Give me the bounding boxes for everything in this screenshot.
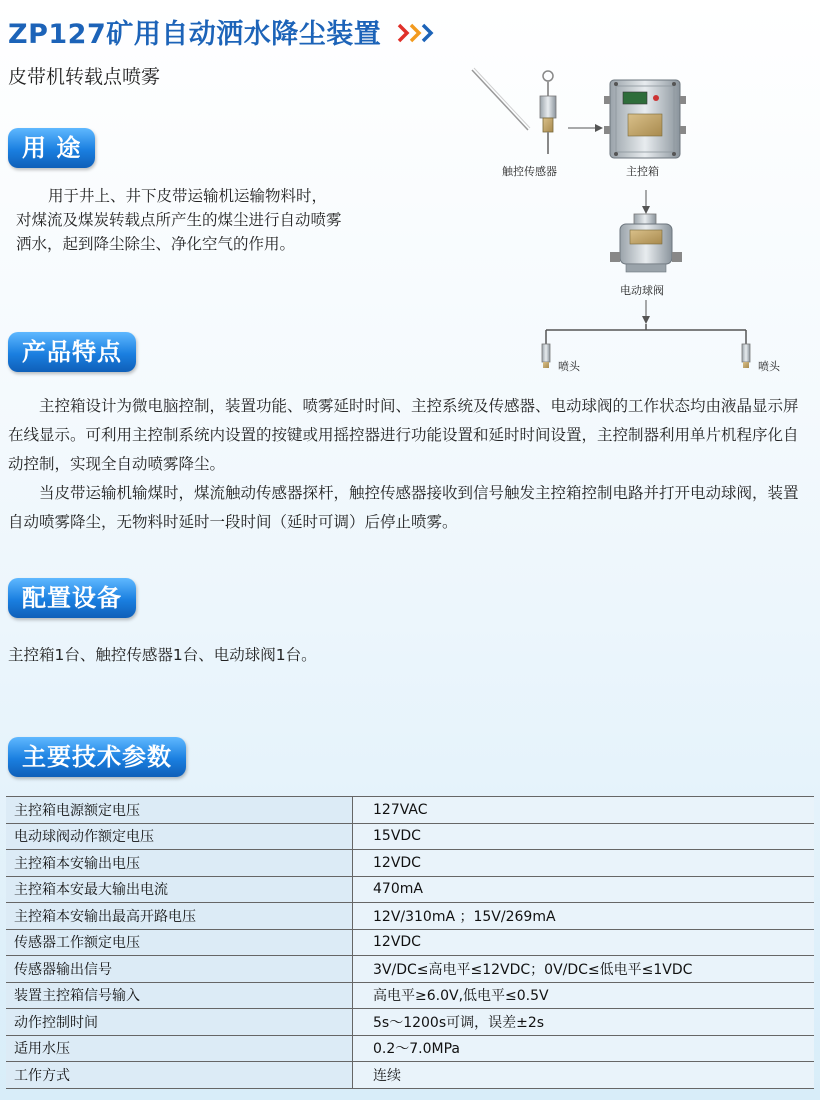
specs-table bbox=[6, 796, 814, 1089]
sensor-caption: 触控传感器 bbox=[502, 165, 557, 178]
usage-line-1: 用于井上、井下皮带运输机运输物料时， bbox=[48, 187, 328, 205]
control-box-icon bbox=[604, 80, 686, 158]
spec-value-cell: 12V/310mA ；15V/269mA bbox=[353, 903, 815, 930]
page-title bbox=[8, 12, 437, 52]
spec-value-cell: 12VDC bbox=[353, 850, 815, 877]
spec-value-cell: 12VDC bbox=[353, 929, 815, 956]
features-paragraph-2: 当皮带运输机输煤时，煤流触动传感器探杆，触控传感器接收到信号触发主控箱控制电路并打开电动球阀，装置自动喷雾降尘，无物料时延时一段时间（延时可调）后停止喷雾。 bbox=[8, 484, 799, 531]
touch-sensor-icon bbox=[472, 68, 556, 154]
triple-chevron-icon bbox=[397, 20, 437, 51]
features-heading: 产品特点 bbox=[8, 332, 136, 372]
table-row bbox=[6, 903, 814, 930]
table-row bbox=[6, 797, 814, 824]
features-paragraph-1: 主控箱设计为微电脑控制，装置功能、喷雾延时时间、主控系统及传感器、电动球阀的工作状态均由液晶显示屏在线显示。可利用主控制系统内设置的按键或用摇控器进行功能设置和延时时间设置，主控制器利用单片机程序化自动控制，实现全自动喷雾降尘。 bbox=[8, 397, 799, 473]
specs-heading: 主要技术参数 bbox=[8, 737, 186, 777]
ball-valve-caption: 电动球阀 bbox=[620, 284, 664, 297]
table-row bbox=[6, 1009, 814, 1036]
usage-line-2: 对煤流及煤炭转载点所产生的煤尘进行自动喷雾 bbox=[16, 211, 342, 229]
usage-text bbox=[8, 184, 408, 256]
features-text bbox=[8, 392, 812, 537]
spec-value-cell: 高电平≥6.0V,低电平≤0.5V bbox=[353, 982, 815, 1009]
spec-value-cell: 470mA bbox=[353, 876, 815, 903]
table-row bbox=[6, 1035, 814, 1062]
spec-name-cell: 工作方式 bbox=[6, 1062, 353, 1089]
table-row bbox=[6, 1062, 814, 1089]
spec-name-cell: 动作控制时间 bbox=[6, 1009, 353, 1036]
spec-name-cell: 传感器工作额定电压 bbox=[6, 929, 353, 956]
config-text: 主控箱1台、触控传感器1台、电动球阀1台。 bbox=[8, 646, 317, 664]
diagram-drawing bbox=[470, 62, 810, 382]
page-title-text: ZP127矿用自动洒水降尘装置 bbox=[8, 19, 382, 50]
nozzle-right-caption: 喷头 bbox=[758, 360, 780, 373]
spec-value-cell: 127VAC bbox=[353, 797, 815, 824]
spec-value-cell: 15VDC bbox=[353, 823, 815, 850]
spec-name-cell: 适用水压 bbox=[6, 1035, 353, 1062]
table-row bbox=[6, 876, 814, 903]
table-row bbox=[6, 850, 814, 877]
spec-name-cell: 主控箱电源额定电压 bbox=[6, 797, 353, 824]
spec-name-cell: 装置主控箱信号输入 bbox=[6, 982, 353, 1009]
spec-name-cell: 电动球阀动作额定电压 bbox=[6, 823, 353, 850]
control-box-caption: 主控箱 bbox=[626, 165, 659, 178]
usage-heading: 用 途 bbox=[8, 128, 95, 168]
spec-name-cell: 主控箱本安输出电压 bbox=[6, 850, 353, 877]
spec-name-cell: 主控箱本安最大输出电流 bbox=[6, 876, 353, 903]
page-subtitle: 皮带机转载点喷雾 bbox=[8, 66, 161, 88]
nozzle-left-icon bbox=[542, 344, 550, 368]
spec-value-cell: 0.2～7.0MPa bbox=[353, 1035, 815, 1062]
table-row bbox=[6, 929, 814, 956]
specs-table-body bbox=[6, 797, 814, 1089]
ball-valve-icon bbox=[610, 214, 682, 272]
spec-name-cell: 主控箱本安输出最高开路电压 bbox=[6, 903, 353, 930]
spec-name-cell: 传感器输出信号 bbox=[6, 956, 353, 983]
spec-value-cell: 3V/DC≤高电平≤12VDC；0V/DC≤低电平≤1VDC bbox=[353, 956, 815, 983]
system-diagram bbox=[470, 62, 810, 382]
table-row bbox=[6, 956, 814, 983]
spec-value-cell: 连续 bbox=[353, 1062, 815, 1089]
config-heading: 配置设备 bbox=[8, 578, 136, 618]
usage-line-3: 洒水，起到降尘除尘、净化空气的作用。 bbox=[16, 235, 296, 253]
nozzle-right-icon bbox=[742, 344, 750, 368]
nozzle-left-caption: 喷头 bbox=[558, 360, 580, 373]
table-row bbox=[6, 823, 814, 850]
table-row bbox=[6, 982, 814, 1009]
spec-value-cell: 5s～1200s可调，误差±2s bbox=[353, 1009, 815, 1036]
